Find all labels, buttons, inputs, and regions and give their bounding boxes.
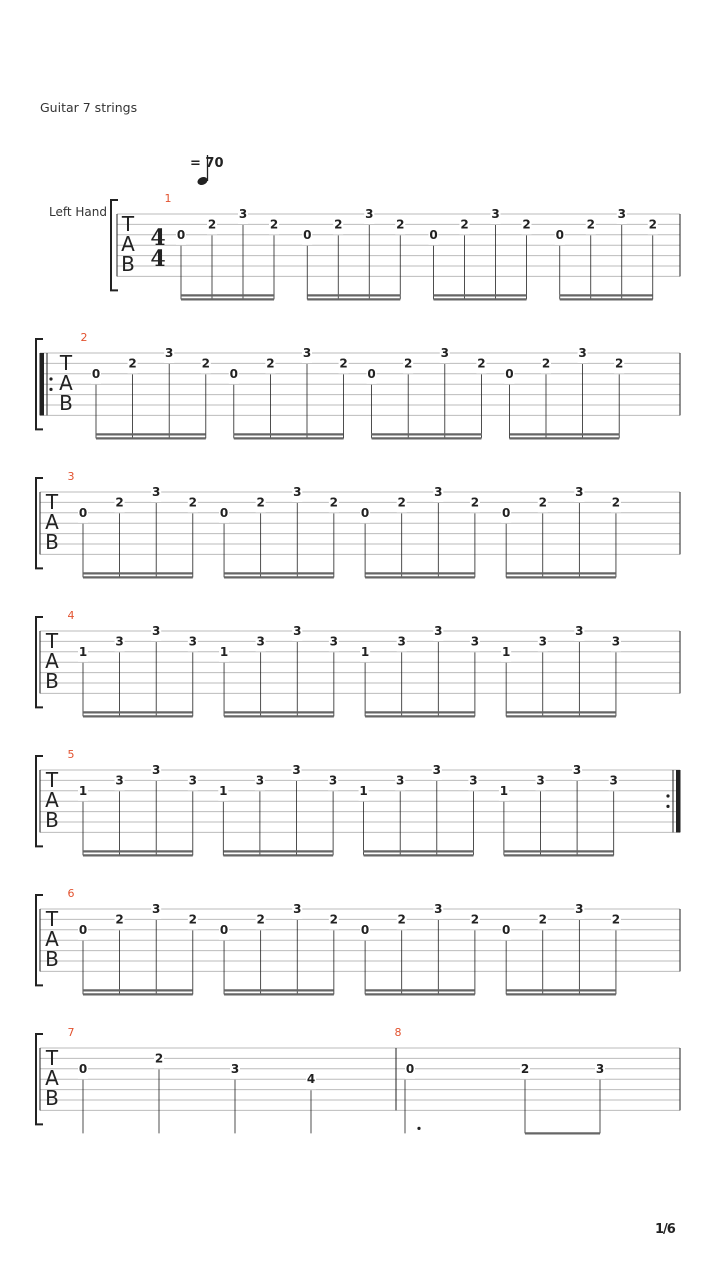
repeat-end-thick-bar: [676, 770, 680, 832]
fret-number: 2: [470, 912, 480, 927]
tab-clef-letter: B: [45, 1086, 59, 1110]
fret-number: 0: [555, 227, 564, 242]
fret-number: 2: [207, 217, 217, 232]
tab-clef-letter: A: [45, 927, 59, 951]
fret-number: 2: [115, 495, 124, 510]
measure-number: 6: [67, 887, 75, 900]
fret-number: 2: [329, 495, 339, 510]
fret-number: 2: [115, 912, 124, 927]
repeat-dot: [666, 794, 669, 797]
fret-number: 2: [397, 912, 406, 927]
fret-number: 2: [470, 495, 480, 510]
fret-number: 1: [360, 644, 370, 659]
fret-number: 2: [611, 912, 621, 927]
fret-number: 3: [595, 1061, 605, 1076]
fret-number: 3: [165, 346, 174, 360]
fret-number: 0: [78, 505, 88, 520]
fret-number: 2: [396, 217, 405, 232]
fret-number: 3: [293, 624, 302, 638]
fret-number: 2: [648, 217, 657, 232]
fret-number: 3: [536, 773, 545, 788]
repeat-dot: [49, 388, 52, 391]
fret-number: 3: [434, 902, 443, 916]
fret-number: 3: [469, 773, 478, 788]
fret-number: 2: [128, 356, 137, 371]
fret-number: 3: [572, 763, 582, 777]
time-signature-numerator: 4: [150, 225, 166, 251]
fret-number: 3: [115, 773, 124, 788]
tab-clef-letter: T: [45, 1046, 59, 1070]
fret-number: 0: [501, 922, 511, 937]
fret-number: 3: [434, 485, 443, 499]
fret-number: 3: [188, 634, 197, 649]
fret-number: 0: [505, 366, 514, 381]
measure-number: 3: [67, 470, 75, 483]
fret-number: 0: [78, 1061, 88, 1076]
fret-number: 2: [201, 356, 210, 371]
tab-clef-letter: T: [59, 351, 73, 375]
fret-number: 0: [501, 505, 511, 520]
time-signature-denominator: 4: [150, 246, 166, 272]
tab-clef-letter: B: [45, 947, 59, 971]
fret-number: 0: [91, 366, 101, 381]
fret-number: 2: [188, 495, 197, 510]
fret-number: 3: [152, 485, 161, 499]
fret-number: 2: [256, 912, 265, 927]
fret-number: 0: [78, 922, 88, 937]
fret-number: 3: [230, 1061, 240, 1076]
tab-clef-letter: A: [45, 649, 59, 673]
fret-number: 1: [219, 644, 229, 659]
fret-number: 3: [491, 207, 500, 221]
fret-number: 3: [152, 763, 161, 777]
fret-number: 1: [78, 644, 88, 659]
fret-number: 3: [328, 773, 338, 788]
fret-number: 3: [292, 763, 301, 777]
fret-number: 3: [302, 346, 312, 360]
fret-number: 3: [255, 773, 265, 788]
page-number: 1/6: [655, 1222, 675, 1237]
fret-number: 2: [404, 356, 413, 371]
measure-number: 7: [67, 1026, 75, 1039]
fret-number: 0: [219, 505, 229, 520]
fret-number: 3: [617, 207, 626, 221]
fret-number: 3: [538, 634, 547, 649]
tab-clef-letter: B: [45, 669, 59, 693]
fret-number: 3: [365, 207, 374, 221]
fret-number: 3: [440, 346, 449, 360]
fret-number: 2: [154, 1051, 164, 1066]
tab-system: [36, 756, 680, 846]
tab-clef-letter: B: [45, 530, 59, 554]
fret-number: 3: [256, 634, 265, 649]
fret-number: 0: [405, 1061, 415, 1076]
fret-number: 1: [78, 783, 88, 798]
fret-number: 3: [609, 773, 618, 788]
instrument-name: Guitar 7 strings: [40, 100, 138, 115]
fret-number: 3: [575, 485, 584, 499]
fret-number: 0: [360, 922, 370, 937]
fret-number: 1: [359, 783, 368, 798]
tab-clef-letter: A: [59, 371, 73, 395]
fret-number: 2: [538, 912, 547, 927]
tab-system: [36, 1034, 680, 1124]
fret-number: 2: [256, 495, 265, 510]
fret-number: 2: [269, 217, 279, 232]
tab-clef-letter: T: [45, 629, 59, 653]
fret-number: 3: [188, 773, 197, 788]
fret-number: 1: [501, 644, 511, 659]
tab-clef-letter: A: [45, 1066, 59, 1090]
fret-number: 3: [578, 346, 587, 360]
track-label: Left Hand: [49, 205, 107, 219]
fret-number: 2: [397, 495, 406, 510]
fret-number: 0: [429, 227, 438, 242]
tab-clef-letter: B: [59, 391, 73, 415]
fret-number: 3: [238, 207, 248, 221]
fret-number: 2: [611, 495, 621, 510]
tempo-marking: = 70: [190, 156, 224, 171]
fret-number: 0: [360, 505, 370, 520]
tab-clef-letter: T: [45, 907, 59, 931]
tab-clef-letter: B: [45, 808, 59, 832]
fret-number: 2: [541, 356, 551, 371]
fret-number: 3: [152, 624, 161, 638]
repeat-start-thick-bar: [40, 353, 44, 415]
fret-number: 1: [499, 783, 509, 798]
fret-number: 0: [303, 227, 312, 242]
measure-number: 8: [394, 1026, 402, 1039]
dotted-rhythm-dot: [417, 1127, 420, 1130]
fret-number: 1: [219, 783, 228, 798]
tab-clef-letter: B: [121, 252, 135, 276]
repeat-dot: [49, 377, 52, 380]
fret-number: 3: [293, 902, 302, 916]
fret-number: 0: [176, 227, 186, 242]
fret-number: 2: [460, 217, 469, 232]
tab-clef-letter: T: [45, 490, 59, 514]
fret-number: 3: [152, 902, 161, 916]
fret-number: 0: [219, 922, 229, 937]
fret-number: 2: [266, 356, 275, 371]
fret-number: 2: [586, 217, 595, 232]
fret-number: 3: [115, 634, 124, 649]
fret-number: 2: [339, 356, 348, 371]
fret-number: 3: [470, 634, 480, 649]
tab-clef-letter: T: [45, 768, 59, 792]
fret-number: 2: [188, 912, 197, 927]
fret-number: 2: [334, 217, 343, 232]
tab-clef-letter: T: [121, 212, 135, 236]
fret-number: 2: [520, 1061, 530, 1076]
fret-number: 3: [396, 773, 405, 788]
fret-number: 3: [434, 624, 443, 638]
tab-system: [111, 200, 680, 290]
fret-number: 3: [432, 763, 441, 777]
fret-number: 0: [229, 366, 238, 381]
measure-number: 1: [164, 192, 172, 205]
measure-number: 5: [67, 748, 75, 761]
fret-number: 4: [306, 1072, 316, 1087]
measure-number: 4: [67, 609, 75, 622]
measure-number: 2: [80, 331, 88, 344]
tab-clef-letter: A: [121, 232, 135, 256]
fret-number: 0: [367, 366, 376, 381]
tab-clef-letter: A: [45, 510, 59, 534]
fret-number: 2: [538, 495, 547, 510]
fret-number: 3: [293, 485, 302, 499]
fret-number: 3: [329, 634, 339, 649]
fret-number: 3: [611, 634, 621, 649]
fret-number: 2: [477, 356, 486, 371]
fret-number: 2: [329, 912, 339, 927]
tab-clef-letter: A: [45, 788, 59, 812]
repeat-dot: [666, 805, 669, 808]
fret-number: 3: [397, 634, 406, 649]
fret-number: 2: [522, 217, 531, 232]
fret-number: 2: [615, 356, 624, 371]
fret-number: 3: [575, 624, 584, 638]
fret-number: 3: [575, 902, 584, 916]
